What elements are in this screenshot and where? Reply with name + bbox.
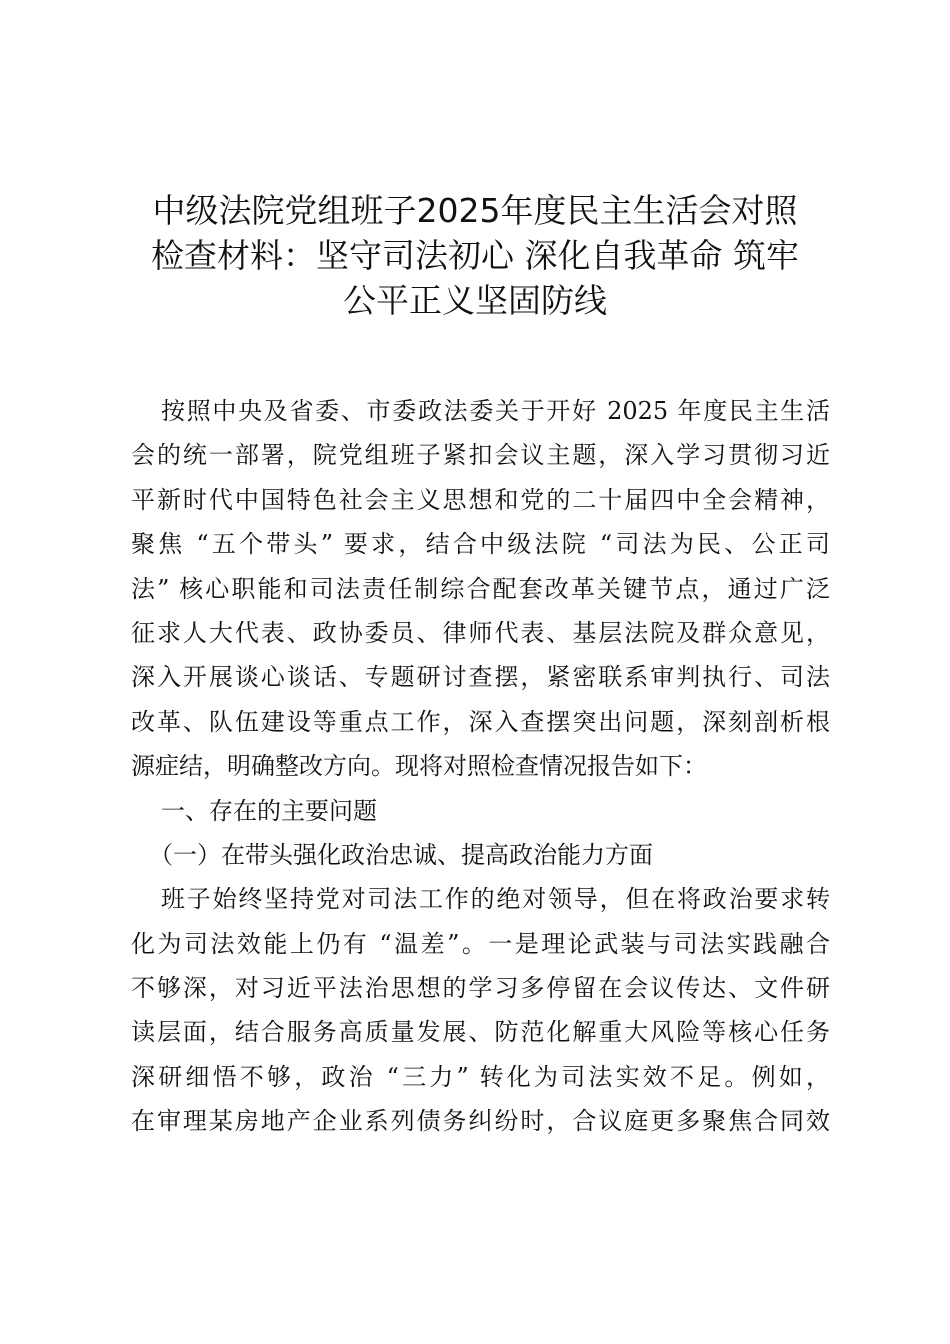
subsection-heading: （一）在带头强化政治忠诚、提高政治能力方面 <box>149 840 653 869</box>
body-line: 改革、队伍建设等重点工作，深入查摆突出问题，深刻剖析根 <box>131 707 830 736</box>
body-line: 深入开展谈心谈话、专题研讨查摆，紧密联系审判执行、司法 <box>131 663 830 692</box>
body-line: 班子始终坚持党对司法工作的绝对领导，但在将政治要求转 <box>161 885 830 914</box>
title-line-2: 检查材料：坚守司法初心 深化自我革命 筑牢 <box>151 236 799 275</box>
body-line: 聚焦 “五个带头” 要求，结合中级法院 “司法为民、公正司 <box>131 530 830 559</box>
intro-paragraph <box>131 389 830 789</box>
body-line: 化为司法效能上仍有 “温差”。一是理论武装与司法实践融合 <box>131 929 830 958</box>
body-line: 不够深，对习近平法治思想的学习多停留在会议传达、文件研 <box>131 974 830 1003</box>
document-title <box>100 188 850 323</box>
body-line: 法” 核心职能和司法责任制综合配套改革关键节点，通过广泛 <box>131 574 830 603</box>
problem-paragraph <box>131 877 830 1143</box>
section-heading: 一、存在的主要问题 <box>161 796 377 825</box>
body-line: 征求人大代表、政协委员、律师代表、基层法院及群众意见， <box>131 618 830 647</box>
body-line: 深研细悟不够，政治 “三力” 转化为司法实效不足。例如， <box>131 1062 830 1091</box>
document-body <box>131 389 830 1144</box>
body-line: 会的统一部署，院党组班子紧扣会议主题，深入学习贯彻习近 <box>131 441 830 470</box>
body-line: 平新时代中国特色社会主义思想和党的二十届四中全会精神， <box>131 485 830 514</box>
body-line: 源症结，明确整改方向。现将对照检查情况报告如下： <box>131 752 707 781</box>
title-line-1: 中级法院党组班子2025年度民主生活会对照 <box>152 191 798 230</box>
body-line: 按照中央及省委、市委政法委关于开好 2025 年度民主生活 <box>161 397 830 425</box>
title-line-3: 公平正义坚固防线 <box>343 281 607 320</box>
body-line: 在审理某房地产企业系列债务纠纷时，合议庭更多聚焦合同效 <box>131 1107 830 1136</box>
body-line: 读层面，结合服务高质量发展、防范化解重大风险等核心任务 <box>131 1018 830 1047</box>
